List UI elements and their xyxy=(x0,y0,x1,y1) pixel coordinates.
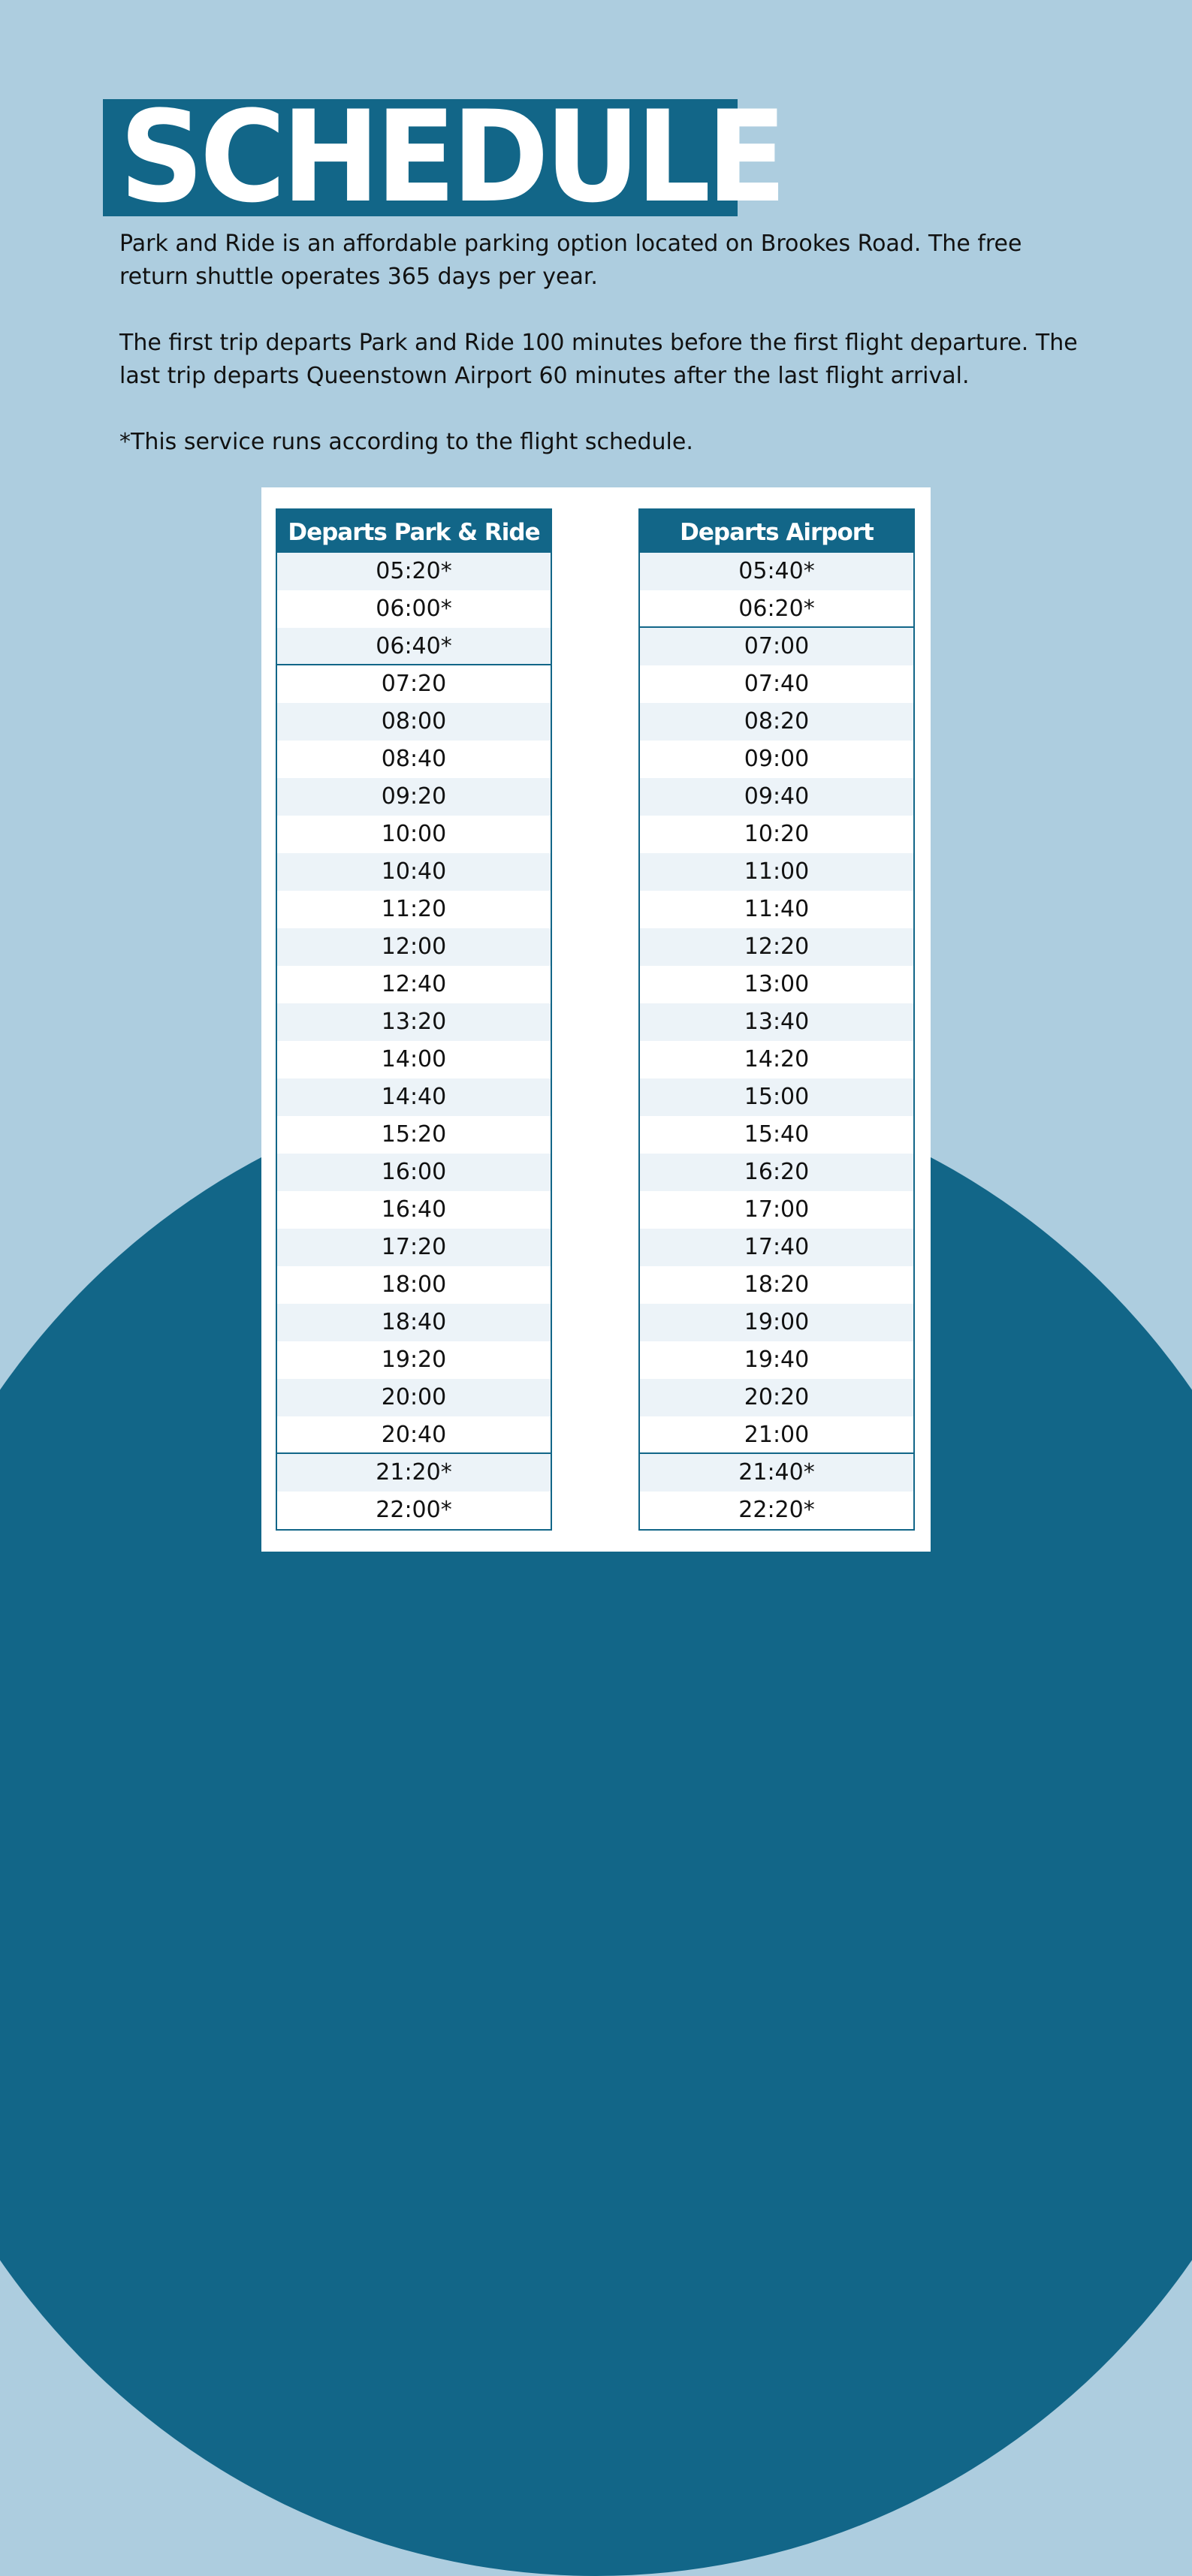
time-cell: 07:00 xyxy=(640,628,913,665)
time-cell: 14:40 xyxy=(277,1078,551,1116)
intro-text xyxy=(119,228,1096,492)
time-cell: 17:00 xyxy=(744,1196,810,1223)
time-cell: 18:00 xyxy=(381,1271,447,1298)
time-cell: 22:20* xyxy=(738,1497,815,1523)
time-cell: 09:20 xyxy=(277,778,551,816)
time-cell: 06:40* xyxy=(277,628,551,665)
timetable-card xyxy=(261,487,931,1552)
time-cell: 18:20 xyxy=(744,1271,810,1298)
time-cell: 13:00 xyxy=(744,971,810,997)
time-cell: 07:40 xyxy=(744,671,810,697)
time-cell: 20:20 xyxy=(640,1379,913,1416)
time-cell: 11:40 xyxy=(744,896,810,922)
page-title: SCHEDULE xyxy=(119,83,783,231)
times-list xyxy=(640,553,913,1529)
time-cell: 14:00 xyxy=(381,1046,447,1072)
time-cell: 21:00 xyxy=(640,1416,913,1454)
time-cell: 16:20 xyxy=(640,1154,913,1191)
time-cell: 17:20 xyxy=(277,1229,551,1266)
time-cell: 09:00 xyxy=(744,746,810,772)
time-cell: 08:40 xyxy=(381,746,447,772)
park-and-ride-column xyxy=(276,508,552,1531)
time-cell: 08:00 xyxy=(277,703,551,741)
time-cell: 10:20 xyxy=(744,821,810,847)
time-cell: 22:00* xyxy=(376,1497,452,1523)
footnote: *This service runs according to the flight schedule. xyxy=(119,429,693,455)
time-cell: 05:20* xyxy=(277,553,551,590)
time-cell: 21:20* xyxy=(277,1454,551,1492)
time-cell: 10:00 xyxy=(381,821,447,847)
times-list xyxy=(277,553,551,1529)
time-cell: 12:40 xyxy=(381,971,447,997)
time-cell: 05:40* xyxy=(640,553,913,590)
time-cell: 09:40 xyxy=(640,778,913,816)
time-cell: 06:20* xyxy=(640,590,913,628)
time-cell: 15:00 xyxy=(640,1078,913,1116)
time-cell: 15:20 xyxy=(381,1121,447,1148)
background-band xyxy=(0,1540,1192,1686)
time-cell: 18:40 xyxy=(277,1304,551,1341)
time-cell: 17:40 xyxy=(640,1229,913,1266)
intro-paragraph: The first trip departs Park and Ride 100 minutes before the first flight departure. The last trip departs Queenstown Airport 60 minutes after the last flight arrival. xyxy=(119,330,1078,389)
airport-column xyxy=(638,508,915,1531)
column-header: Departs Park & Ride xyxy=(277,510,551,553)
time-cell: 12:20 xyxy=(640,928,913,966)
time-cell: 16:40 xyxy=(381,1196,447,1223)
title-banner xyxy=(103,83,783,231)
time-cell: 20:40 xyxy=(277,1416,551,1454)
time-cell: 19:20 xyxy=(381,1347,447,1373)
time-cell: 08:20 xyxy=(640,703,913,741)
time-cell: 13:40 xyxy=(640,1003,913,1041)
time-cell: 13:20 xyxy=(277,1003,551,1041)
time-cell: 07:20 xyxy=(381,671,447,697)
time-cell: 12:00 xyxy=(277,928,551,966)
time-cell: 15:40 xyxy=(744,1121,810,1148)
time-cell: 16:00 xyxy=(277,1154,551,1191)
time-cell: 11:00 xyxy=(640,853,913,891)
time-cell: 19:40 xyxy=(744,1347,810,1373)
time-cell: 10:40 xyxy=(277,853,551,891)
time-cell: 14:20 xyxy=(744,1046,810,1072)
time-cell: 19:00 xyxy=(640,1304,913,1341)
column-header: Departs Airport xyxy=(640,510,913,553)
time-cell: 21:40* xyxy=(640,1454,913,1492)
intro-paragraph: Park and Ride is an affordable parking option located on Brookes Road. The free return shuttle operates 365 days per year. xyxy=(119,231,1022,290)
time-cell: 20:00 xyxy=(277,1379,551,1416)
time-cell: 11:20 xyxy=(381,896,447,922)
time-cell: 06:00* xyxy=(376,596,452,622)
